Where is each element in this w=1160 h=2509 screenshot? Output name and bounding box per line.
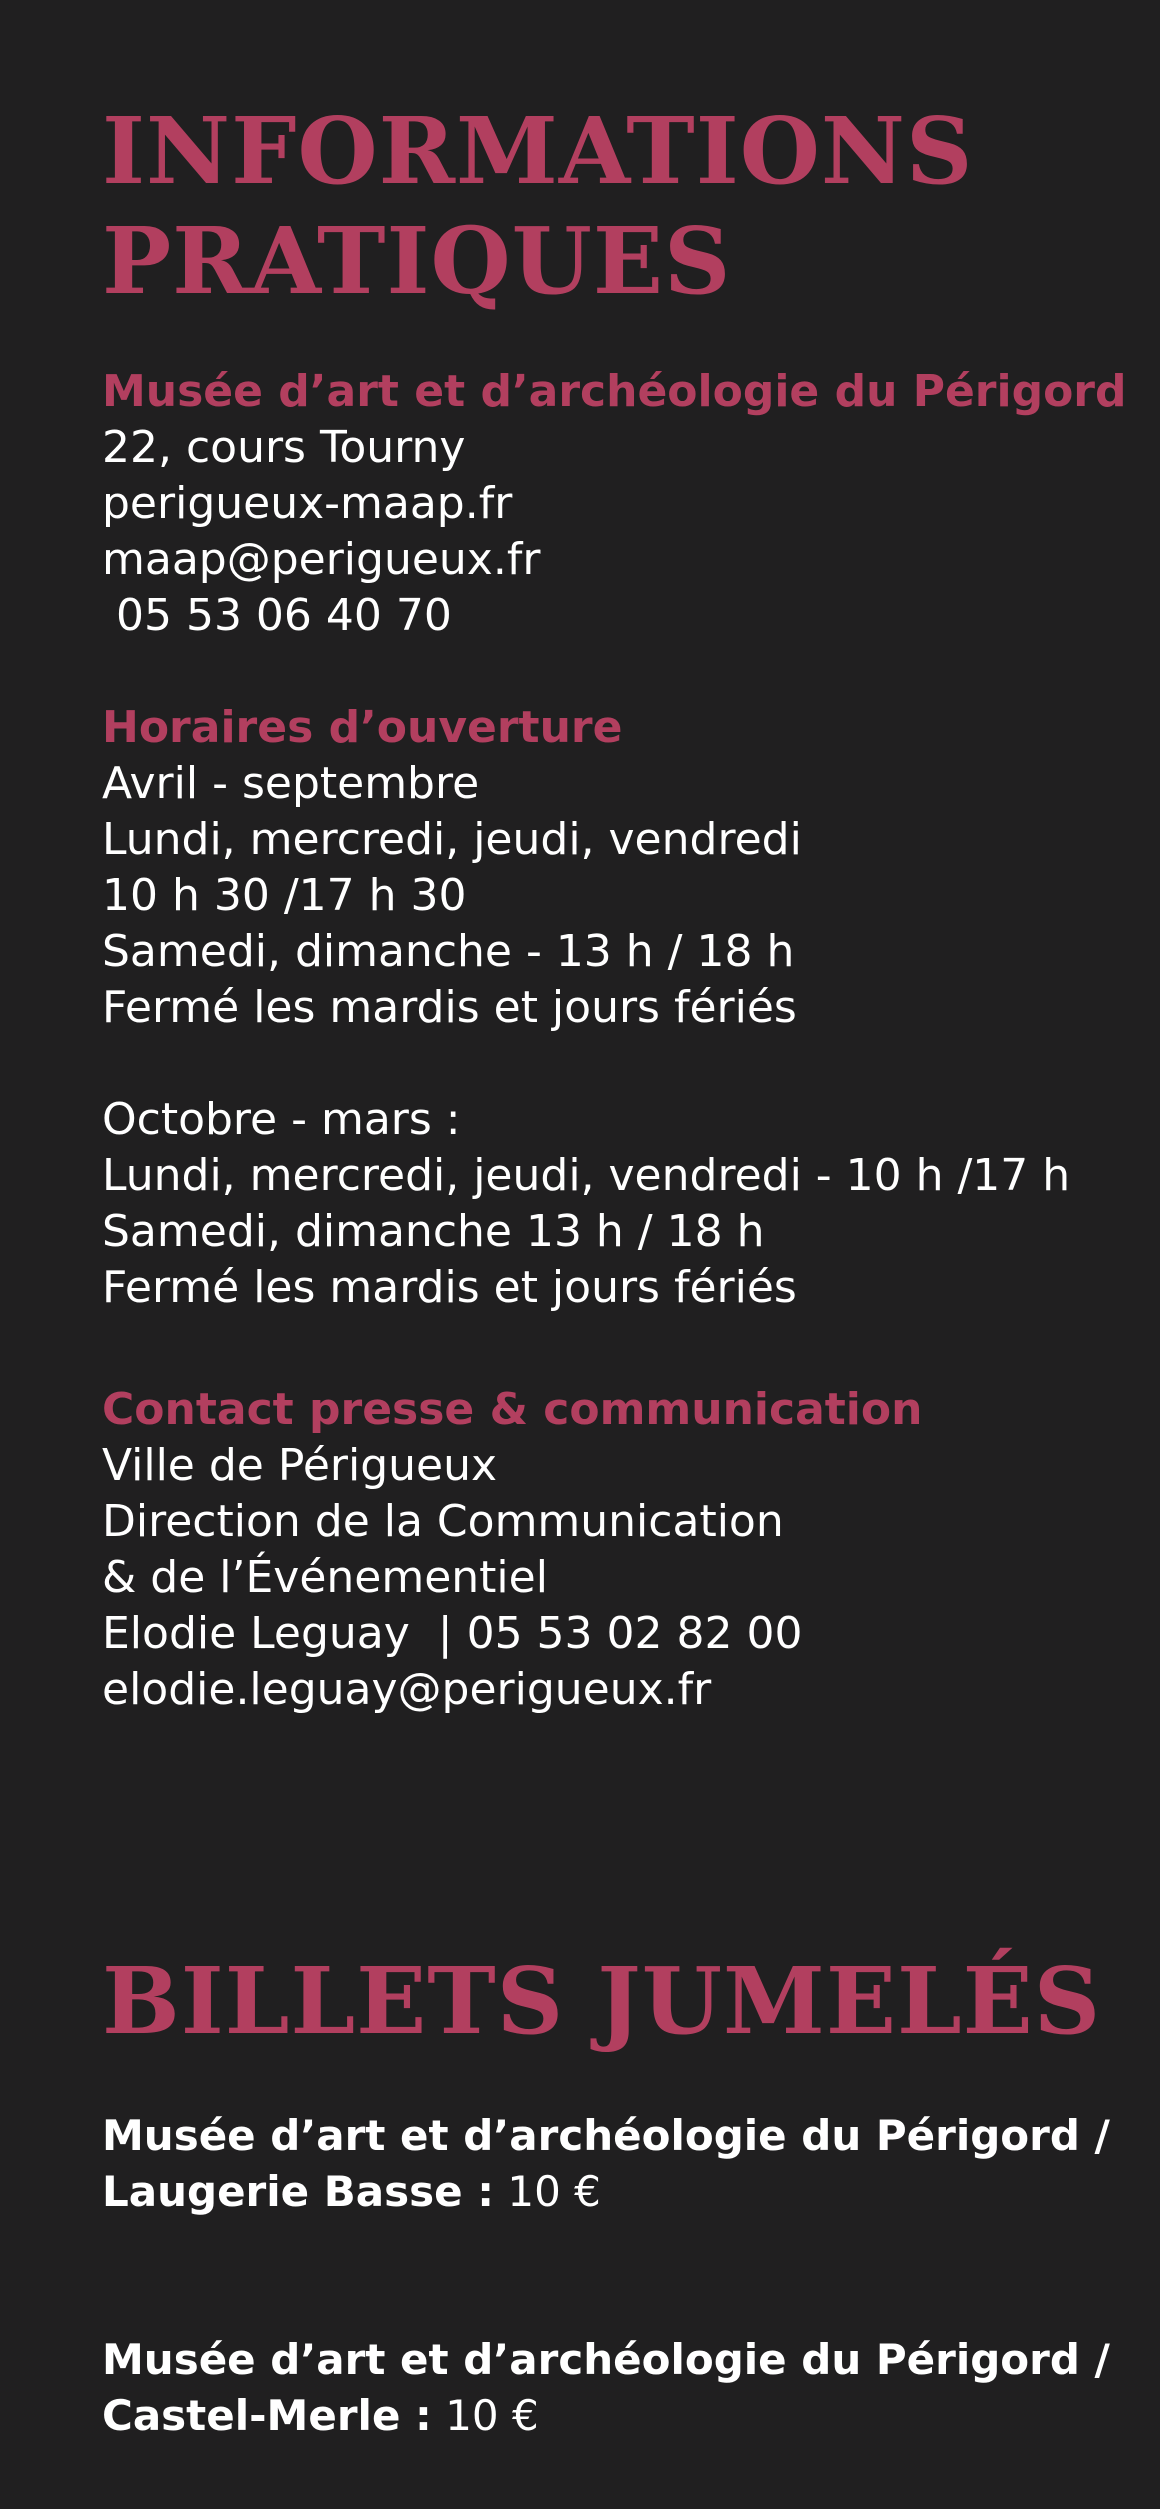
informations-pratiques-title <box>102 96 973 316</box>
hours-winter-line: Octobre - mars : <box>102 1094 461 1145</box>
museum-heading: Musée d’art et d’archéologie du Périgord <box>102 366 1127 417</box>
hours-winter-block <box>102 1092 1070 1316</box>
ticket-price-line <box>102 2388 1110 2444</box>
contact-block <box>102 1382 922 1718</box>
museum-phone: 05 53 06 40 70 <box>102 590 452 641</box>
ticket-price-line <box>102 2164 1110 2220</box>
museum-website-link[interactable]: perigueux-maap.fr <box>102 478 513 529</box>
museum-block <box>102 364 1127 644</box>
title-line-2: PRATIQUES <box>102 207 732 315</box>
museum-address: 22, cours Tourny <box>102 422 466 473</box>
hours-summer-line: Avril - septembre <box>102 758 480 809</box>
contact-email-link[interactable]: elodie.leguay@perigueux.fr <box>102 1664 712 1715</box>
museum-email-link[interactable]: maap@perigueux.fr <box>102 534 541 585</box>
ticket-site-name: Laugerie Basse : <box>102 2167 495 2216</box>
ticket-item <box>102 2108 1110 2220</box>
contact-line: Ville de Périgueux <box>102 1440 498 1491</box>
ticket-site-name: Castel-Merle : <box>102 2391 432 2440</box>
title-line-1: INFORMATIONS <box>102 97 974 205</box>
contact-heading: Contact presse & communication <box>102 1384 923 1435</box>
ticket-price: 10 € <box>494 2167 601 2216</box>
hours-summer-line: 10 h 30 /17 h 30 <box>102 870 467 921</box>
hours-winter-line: Samedi, dimanche 13 h / 18 h <box>102 1206 765 1257</box>
contact-line: Direction de la Communication <box>102 1496 784 1547</box>
ticket-museum-line: Musée d’art et d’archéologie du Périgord / <box>102 2335 1110 2384</box>
ticket-item <box>102 2332 1110 2444</box>
hours-winter-line: Lundi, mercredi, jeudi, vendredi - 10 h /17 h <box>102 1150 1071 1201</box>
ticket-price: 10 € <box>431 2391 539 2440</box>
contact-line: & de l’Événementiel <box>102 1552 548 1603</box>
hours-winter-line: Fermé les mardis et jours fériés <box>102 1262 797 1313</box>
billets-jumeles-title: BILLETS JUMELÉS <box>102 1947 1102 2055</box>
hours-summer-line: Lundi, mercredi, jeudi, vendredi <box>102 814 802 865</box>
contact-phone-line: Elodie Leguay | 05 53 02 82 00 <box>102 1608 803 1659</box>
hours-block <box>102 700 802 1036</box>
hours-summer-line: Samedi, dimanche - 13 h / 18 h <box>102 926 795 977</box>
hours-heading: Horaires d’ouverture <box>102 702 623 753</box>
ticket-museum-line: Musée d’art et d’archéologie du Périgord / <box>102 2111 1110 2160</box>
hours-summer-line: Fermé les mardis et jours fériés <box>102 982 797 1033</box>
